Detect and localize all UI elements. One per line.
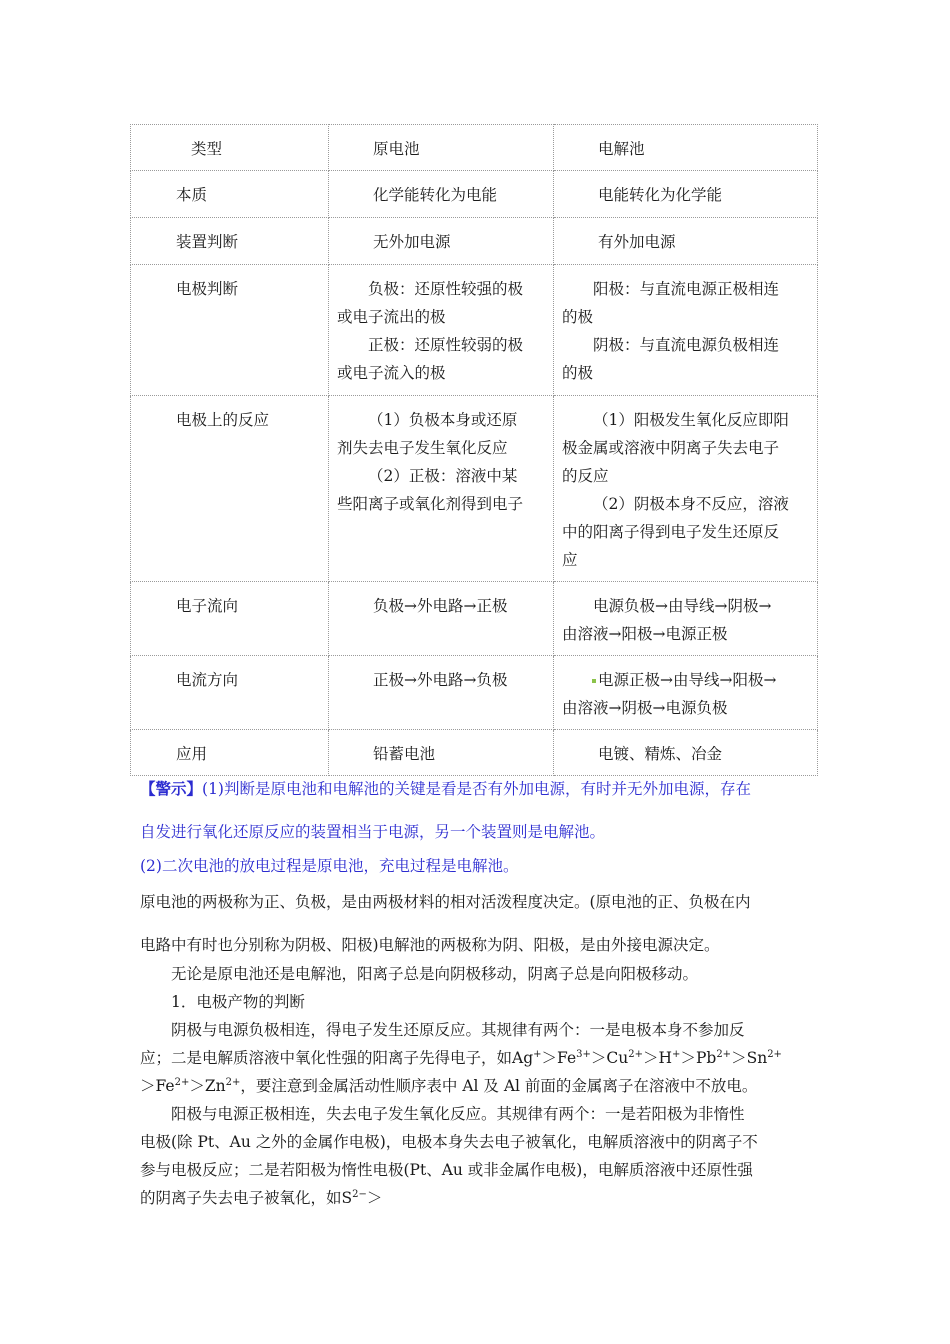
paragraph-electrodes-a: 原电池的两极称为正、负极，是由两极材料的相对活泼程度决定。(原电池的正、负极在内	[140, 893, 751, 911]
section-heading: 1．电极产物的判断	[171, 993, 305, 1011]
comparison-table	[130, 124, 818, 776]
table-row: 电流方向 正极→外电路→负极 电源正极→由导线→阳极→ 由溶液→阴极→电源负极	[131, 656, 818, 730]
paragraph-cathode-a: 阴极与电源负极相连，得电子发生还原反应。其规律有两个：一是电极本身不参加反	[171, 1021, 745, 1039]
warning-line-2: 自发进行氧化还原反应的装置相当于电源，另一个装置则是电解池。	[140, 823, 606, 841]
table-row: 本质 化学能转化为电能 电能转化为化学能	[131, 171, 818, 218]
body-text	[140, 960, 820, 1212]
paragraph-ion-movement: 无论是原电池还是电解池，阳离子总是向阴极移动，阴离子总是向阳极移动。	[171, 965, 699, 983]
table-row: 装置判断 无外加电源 有外加电源	[131, 218, 818, 265]
paragraph-cathode-b: 应；二是电解质溶液中氧化性强的阳离子先得电子，如$Ag^+>Fe^{3+}>Cu^{2+}>H^+>Pb^{2+}>Sn^{2+}$	[140, 1048, 782, 1067]
table-row: 电子流向 负极→外电路→正极 电源负极→由导线→阴极→ 由溶液→阳极→电源正极	[131, 582, 818, 656]
table-row: 应用 铅蓄电池 电镀、精炼、冶金	[131, 730, 818, 776]
table-header-row	[131, 125, 818, 171]
paragraph-anode-c: 参与电极反应；二是若阳极为惰性电极(Pt、Au 或非金属作电极)，电解质溶液中还原性强	[140, 1161, 753, 1179]
paragraph-anode-d: 的阴离子失去电子被氧化，如$S^{2-}>$	[140, 1188, 383, 1207]
paragraph-anode-b: 电极(除 Pt、Au 之外的金属作电极)，电极本身失去电子被氧化，电解质溶液中的阴离子不	[140, 1133, 758, 1151]
table-row: 电极判断 负极：还原性较强的极 或电子流出的极 正极：还原性较弱的极 或电子流入的极 阳极：与直流电源正极相连 的极 阴极：与直流电源负极相连 的极	[131, 265, 818, 396]
warning-line-3: (2)二次电池的放电过程是原电池，充电过程是电解池。	[140, 857, 519, 875]
header-electrolytic: 电解池	[554, 125, 818, 171]
warning-line-1: 【警示】(1)判断是原电池和电解池的关键是看是否有外加电源，有时并无外加电源，存在	[140, 779, 751, 798]
warning-tag: 【警示】	[140, 779, 203, 798]
table-row: 电极上的反应 （1）负极本身或还原 剂失去电子发生氧化反应 （2）正极：溶液中某 些阳离子或氧化剂得到电子 （1）阳极发生氧化反应即阳 极金属或溶液中阴离子失去电子 的反应 （2）阴极本身不反应，溶液 中的阳离子得到电子发生还原反 应	[131, 396, 818, 582]
header-galvanic: 原电池	[329, 125, 554, 171]
paragraph-cathode-c: $>Fe^{2+}>Zn^{2+}$，要注意到金属活动性顺序表中 Al 及 Al 前面的金属离子在溶液中不放电。	[140, 1076, 758, 1095]
paragraph-anode-a: 阳极与电源正极相连，失去电子发生氧化反应。其规律有两个：一是若阳极为非惰性	[171, 1105, 745, 1123]
marker-icon	[592, 679, 596, 683]
paragraph-electrodes-b: 电路中有时也分别称为阴极、阳极)电解池的两极称为阴、阳极，是由外接电源决定。	[140, 936, 720, 954]
header-type: 类型	[131, 125, 329, 171]
